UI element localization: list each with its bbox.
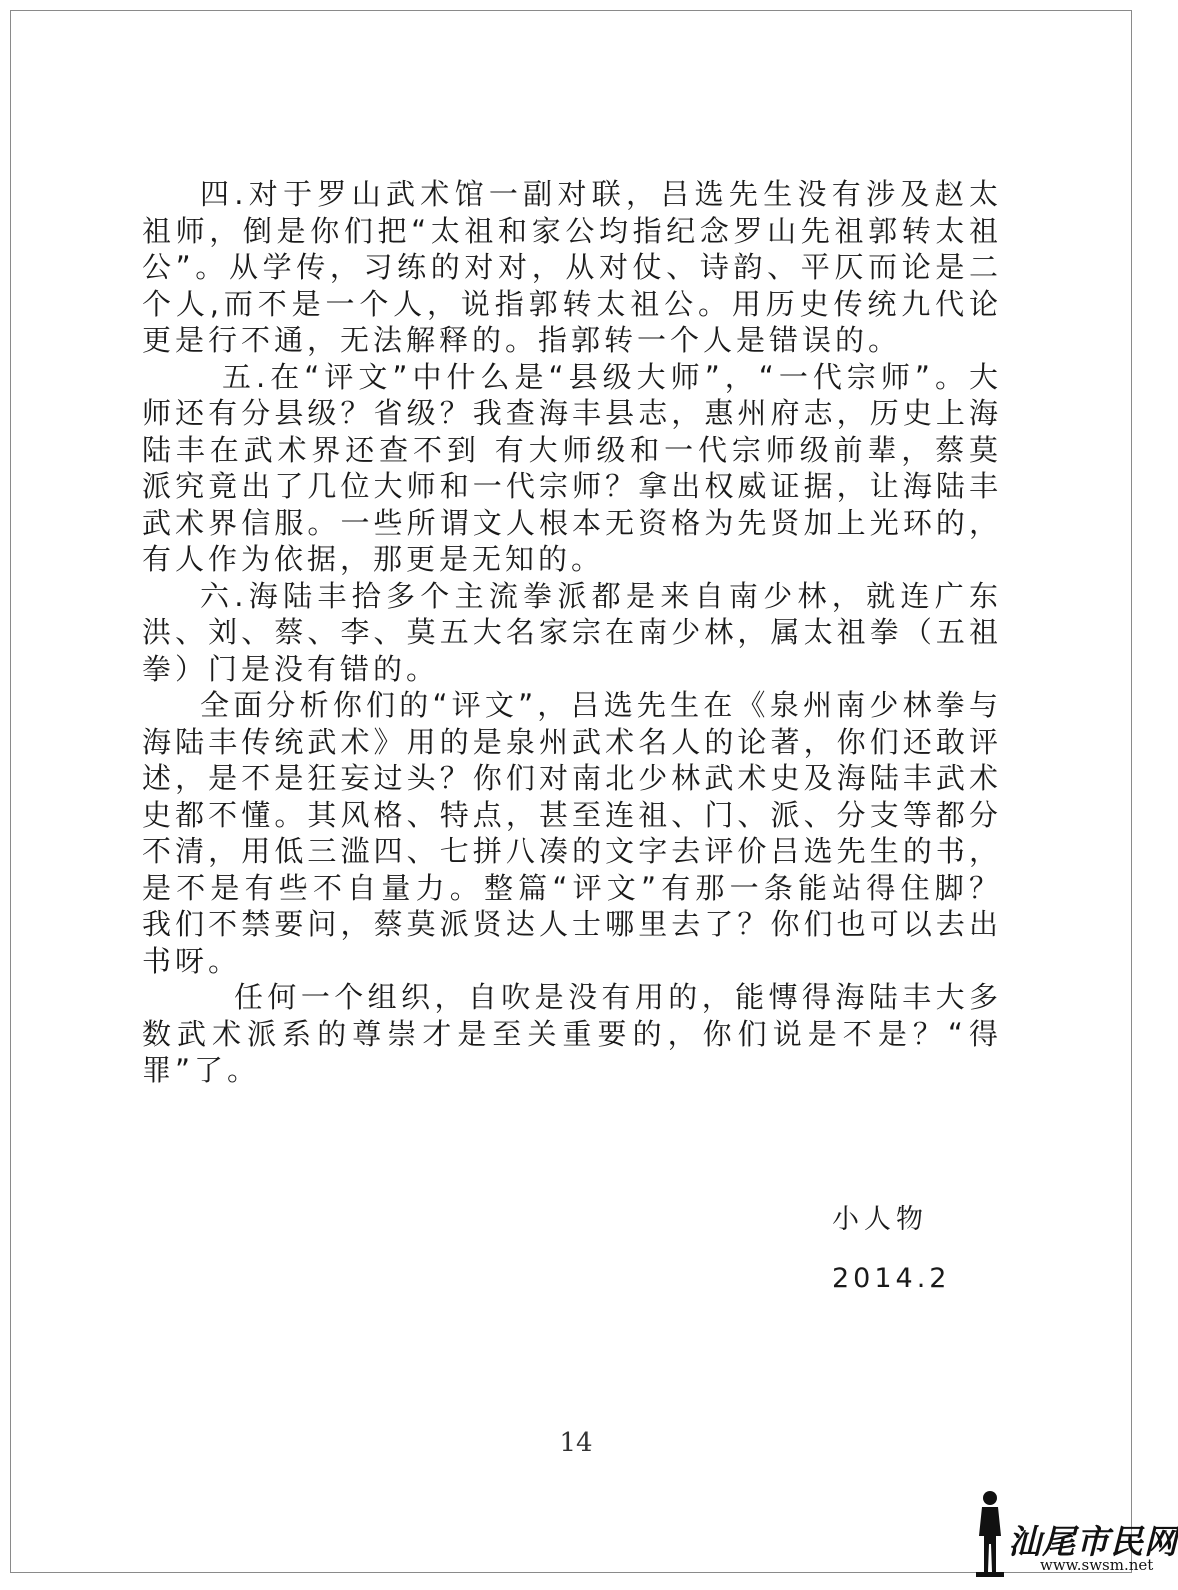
paragraph-analysis: 全面分析你们的“评文”，吕选先生在《泉州南少林拳与海陆丰传统武术》用的是泉州武术名人的论著，你们还敢评述，是不是狂妄过头？你们对南北少林武术史及海陆丰武术史都不懂。其风格、特点，甚至连祖、门、派、分支等都分不清，用低三滥四、七拼八凑的文字去评价吕选先生的书，是不是有些不自量力。整篇“评文”有那一条能站得住脚？我们不禁要问，蔡莫派贤达人士哪里去了？你们也可以去出书呀。 (142, 688, 1002, 978)
document-date: 2014.2 (832, 1263, 951, 1294)
paragraph-closing: 任何一个组织，自吹是没有用的，能慱得海陆丰大多数武术派系的尊崇才是至关重要的，你们说是不是？“得罪”了。 (142, 980, 1002, 1087)
watermark (970, 1488, 1178, 1580)
standing-figure-icon (970, 1488, 1010, 1580)
watermark-text: 汕尾市民网 (1008, 1522, 1178, 1561)
paragraph-4: 四.对于罗山武术馆一副对联，吕选先生没有涉及赵太祖师，倒是你们把“太祖和家公均指纪念罗山先祖郭转太祖公”。从学传，习练的对对，从对仗、诗韵、平仄而论是二个人,而不是一个人，说指郭转太祖公。用历史传统九代论更是行不通，无法解释的。指郭转一个人是错误的。 (142, 177, 1002, 357)
page-number: 14 (559, 1428, 593, 1458)
watermark-url: www.swsm.net (1040, 1556, 1154, 1574)
author-signature: 小人物 (832, 1204, 928, 1235)
paragraph-6: 六.海陆丰拾多个主流拳派都是来自南少林，就连广东洪、刘、蔡、李、莫五大名家宗在南少林，属太祖拳（五祖拳）门是没有错的。 (142, 578, 1002, 686)
document-body (142, 176, 1002, 1089)
paragraph-5: 五.在“评文”中什么是“县级大师”，“一代宗师”。大师还有分县级？省级？我查海丰县志，惠州府志，历史上海陆丰在武术界还查不到 有大师级和一代宗师级前辈，蔡莫派究竟出了几位大师和一代宗师？拿出权威证据，让海陆丰武术界信服。一些所谓文人根本无资格为先贤加上光环的，有人作为依据，那更是无知的。 (142, 359, 1002, 576)
